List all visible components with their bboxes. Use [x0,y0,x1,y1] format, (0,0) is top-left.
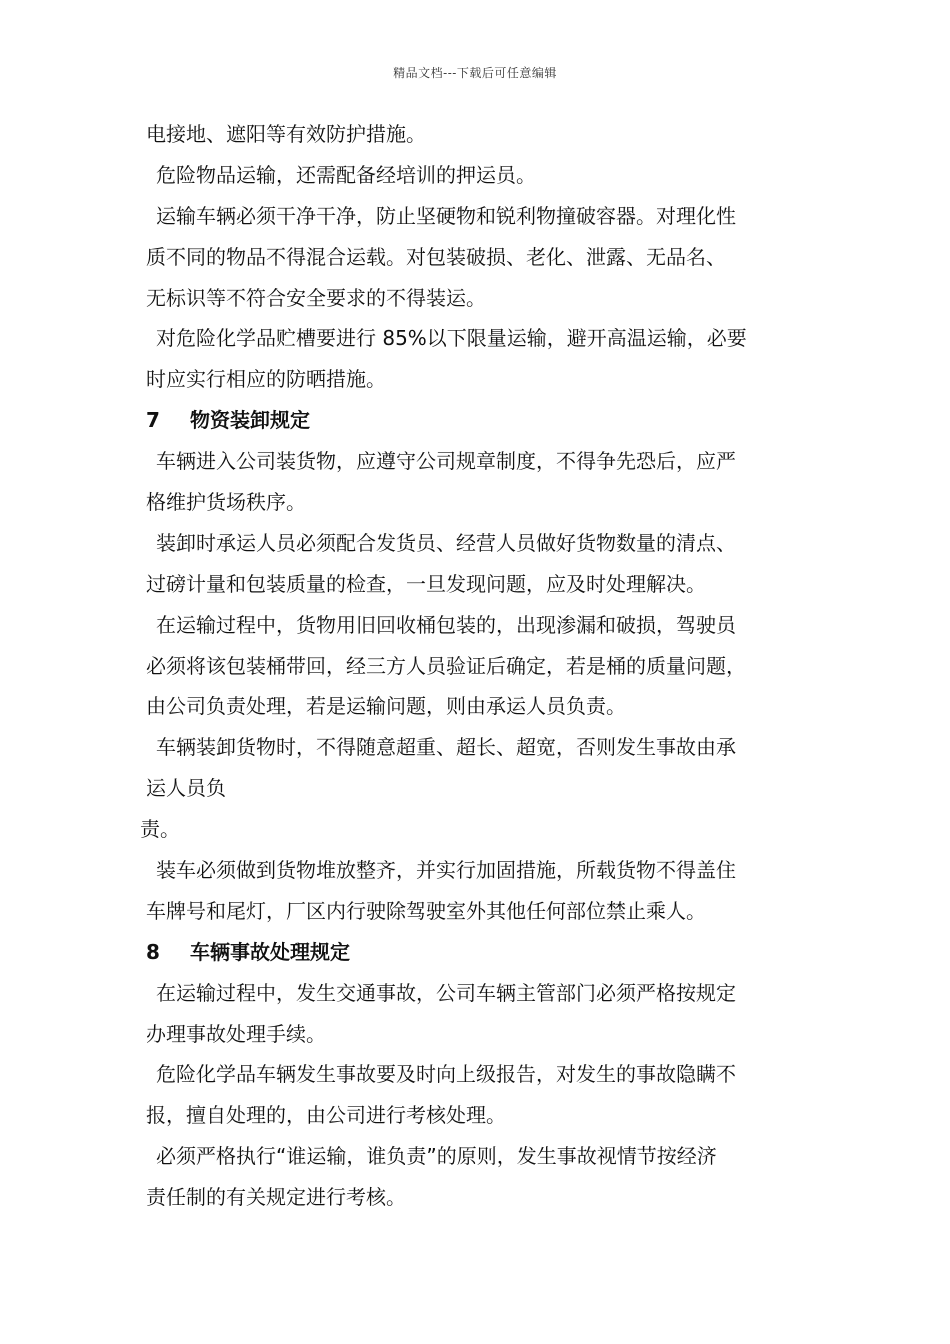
section-heading-7 [146,400,826,441]
body-line: 责。 [140,817,180,842]
body-line: 运人员负 [146,776,226,801]
section-number: 7 [146,408,160,433]
page-header: 精品文档---下载后可任意编辑 [393,66,557,80]
body-line: 在运输过程中，发生交通事故，公司车辆主管部门必须严格按规定 [156,980,736,1005]
body-line: 责任制的有关规定进行考核。 [146,1185,406,1210]
body-line: 质不同的物品不得混合运载。对包装破损、老化、泄露、无品名、 [146,244,726,269]
body-line: 电接地、遮阳等有效防护措施。 [146,122,426,146]
body-line: 无标识等不符合安全要求的不得装运。 [146,285,486,310]
body-line: 办理事故处理手续。 [146,1021,326,1046]
body-line: 对危险化学品贮槽要进行 85%以下限量运输，避开高温运输，必要 [156,326,747,351]
body-line: 格维护货场秩序。 [146,490,306,515]
section-heading-8 [146,932,826,973]
body-line: 车牌号和尾灯，厂区内行驶除驾驶室外其他任何部位禁止乘人。 [146,898,706,923]
body-line: 报，擅自处理的，由公司进行考核处理。 [146,1103,506,1128]
body-line: 必须严格执行“谁运输，谁负责”的原则，发生事故视情节按经济 [156,1144,717,1169]
body-line: 过磅计量和包装质量的检查，一旦发现问题，应及时处理解决。 [146,571,706,596]
document-body [140,114,826,1218]
body-line: 运输车辆必须干净干净，防止坚硬物和锐利物撞破容器。对理化性 [156,203,736,228]
body-line: 时应实行相应的防晒措施。 [146,367,386,392]
body-line: 由公司负责处理，若是运输问题，则由承运人员负责。 [146,694,626,719]
body-line: 在运输过程中，货物用旧回收桶包装的，出现渗漏和破损，驾驶员 [156,612,736,637]
body-line: 车辆装卸货物时，不得随意超重、超长、超宽，否则发生事故由承 [156,735,736,760]
body-line: 危险物品运输，还需配备经培训的押运员。 [156,162,536,187]
body-line: 装卸时承运人员必须配合发货员、经营人员做好货物数量的清点、 [156,530,736,555]
body-line: 危险化学品车辆发生事故要及时向上级报告，对发生的事故隐瞒不 [156,1062,736,1087]
section-title: 车辆事故处理规定 [190,939,350,964]
body-line: 必须将该包装桶带回，经三方人员验证后确定，若是桶的质量问题， [146,653,746,678]
body-line: 车辆进入公司装货物，应遵守公司规章制度，不得争先恐后，应严 [156,449,736,474]
section-title: 物资装卸规定 [190,408,310,433]
body-line: 装车必须做到货物堆放整齐，并实行加固措施，所载货物不得盖住 [156,858,736,883]
section-number: 8 [146,939,160,964]
